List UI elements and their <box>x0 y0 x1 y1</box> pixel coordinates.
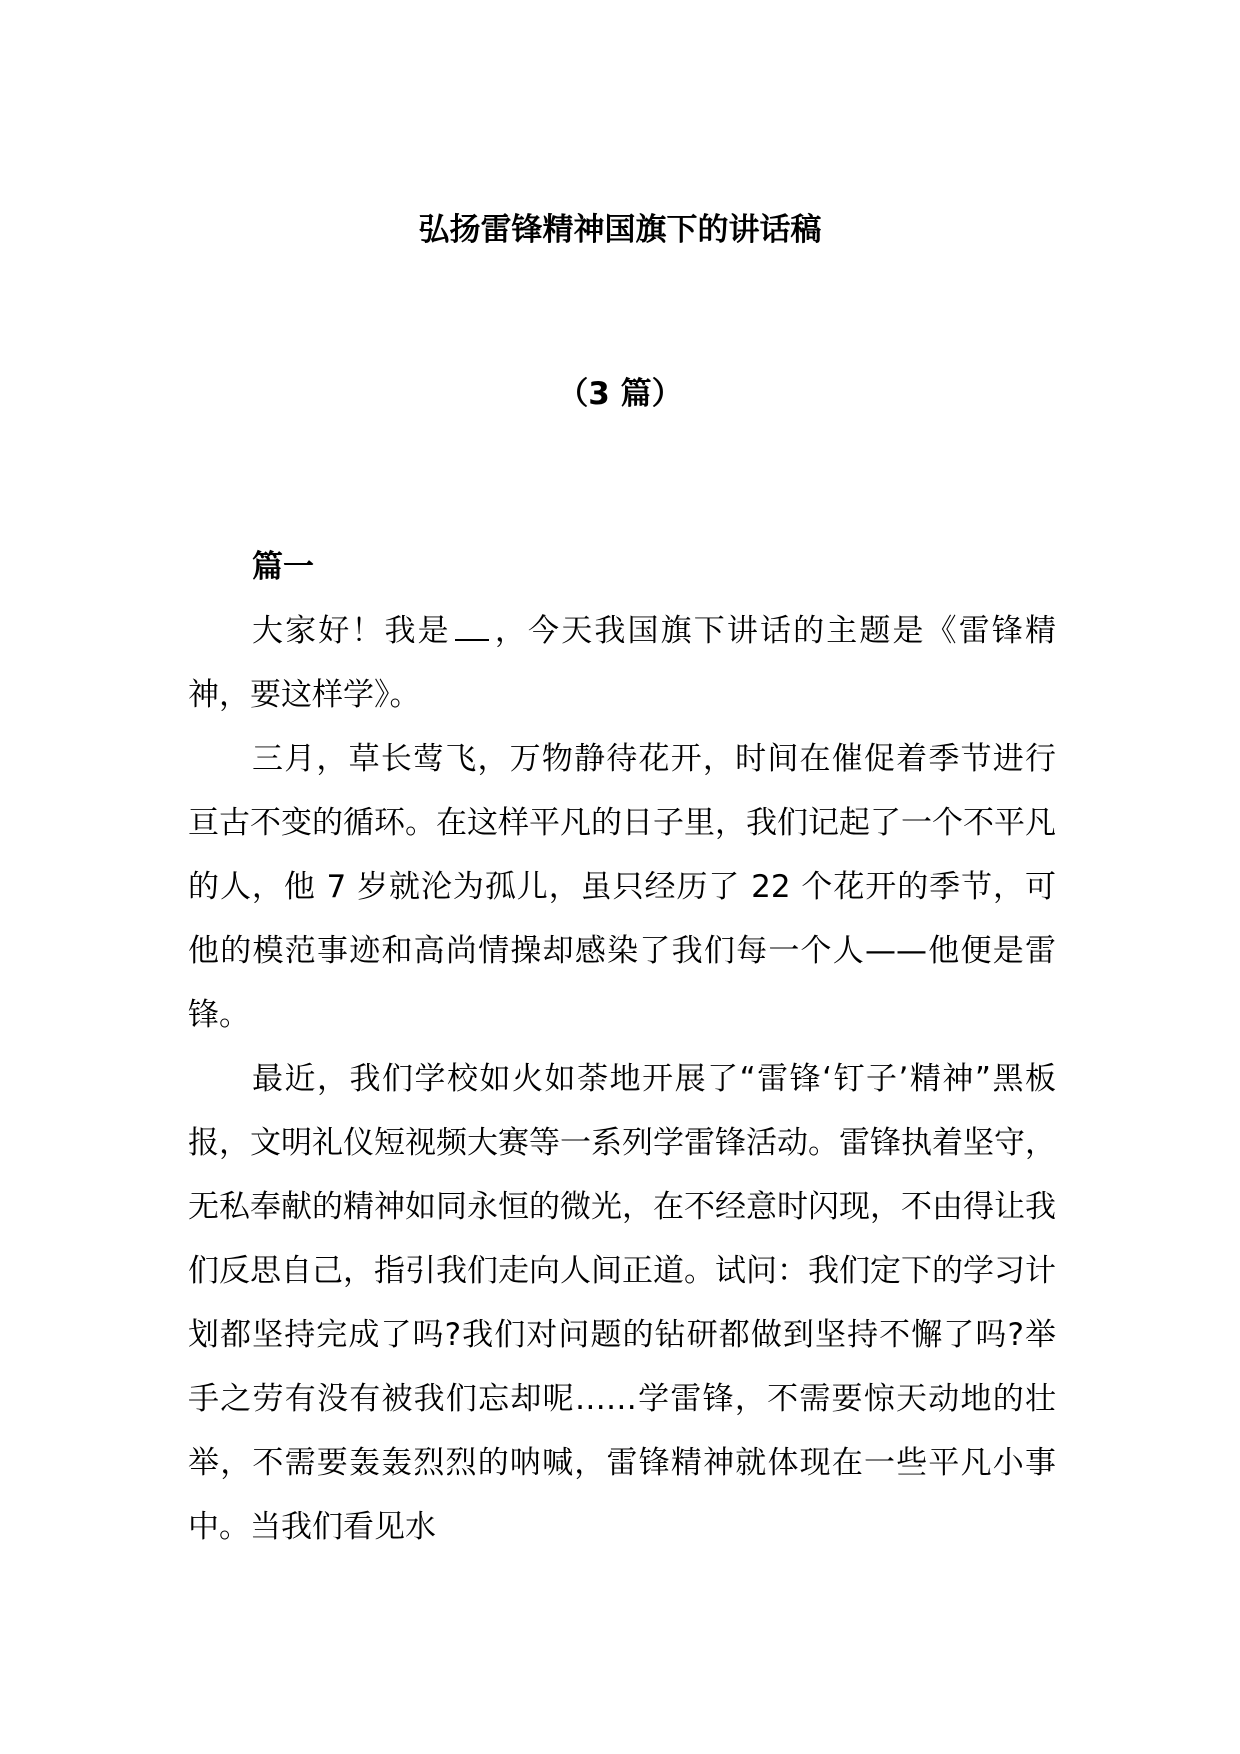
paragraph-activities: 最近，我们学校如火如荼地开展了“雷锋‘钉子’精神”黑板报，文明礼仪短视频大赛等一系列学雷锋活动。雷锋执着坚守，无私奉献的精神如同永恒的微光，在不经意时闪现，不由得让我们反思自己，指引我们走向人间正道。试问：我们定下的学习计划都坚持完成了吗?我们对问题的钻研都做到坚持不懈了吗?举手之劳有没有被我们忘却呢……学雷锋，不需要惊天动地的壮举，不需要轰轰烈烈的呐喊，雷锋精神就体现在一些平凡小事中。当我们看见水 <box>188 1061 1056 1545</box>
document-title: 弘扬雷锋精神国旗下的讲话稿 <box>418 212 822 248</box>
paragraph-greeting <box>188 599 1056 727</box>
section-heading: 篇一 <box>252 549 314 585</box>
document-body <box>188 535 1056 1559</box>
paragraph-march: 三月，草长莺飞，万物静待花开，时间在催促着季节进行亘古不变的循环。在这样平凡的日子里，我们记起了一个不平凡的人，他 7 岁就沦为孤儿，虽只经历了 22 个花开的季节，可他的模范事迹和高尚情操却感染了我们每一个人——他便是雷锋。 <box>188 741 1056 1033</box>
name-blank-underline <box>455 611 489 641</box>
greeting-text-start: 大家好！我是 <box>252 613 451 649</box>
greeting-text-end: ，今天我国旗下讲话的主题是《雷锋精神，要这样学》。 <box>188 613 1057 713</box>
document-subtitle: （3 篇） <box>557 376 683 412</box>
